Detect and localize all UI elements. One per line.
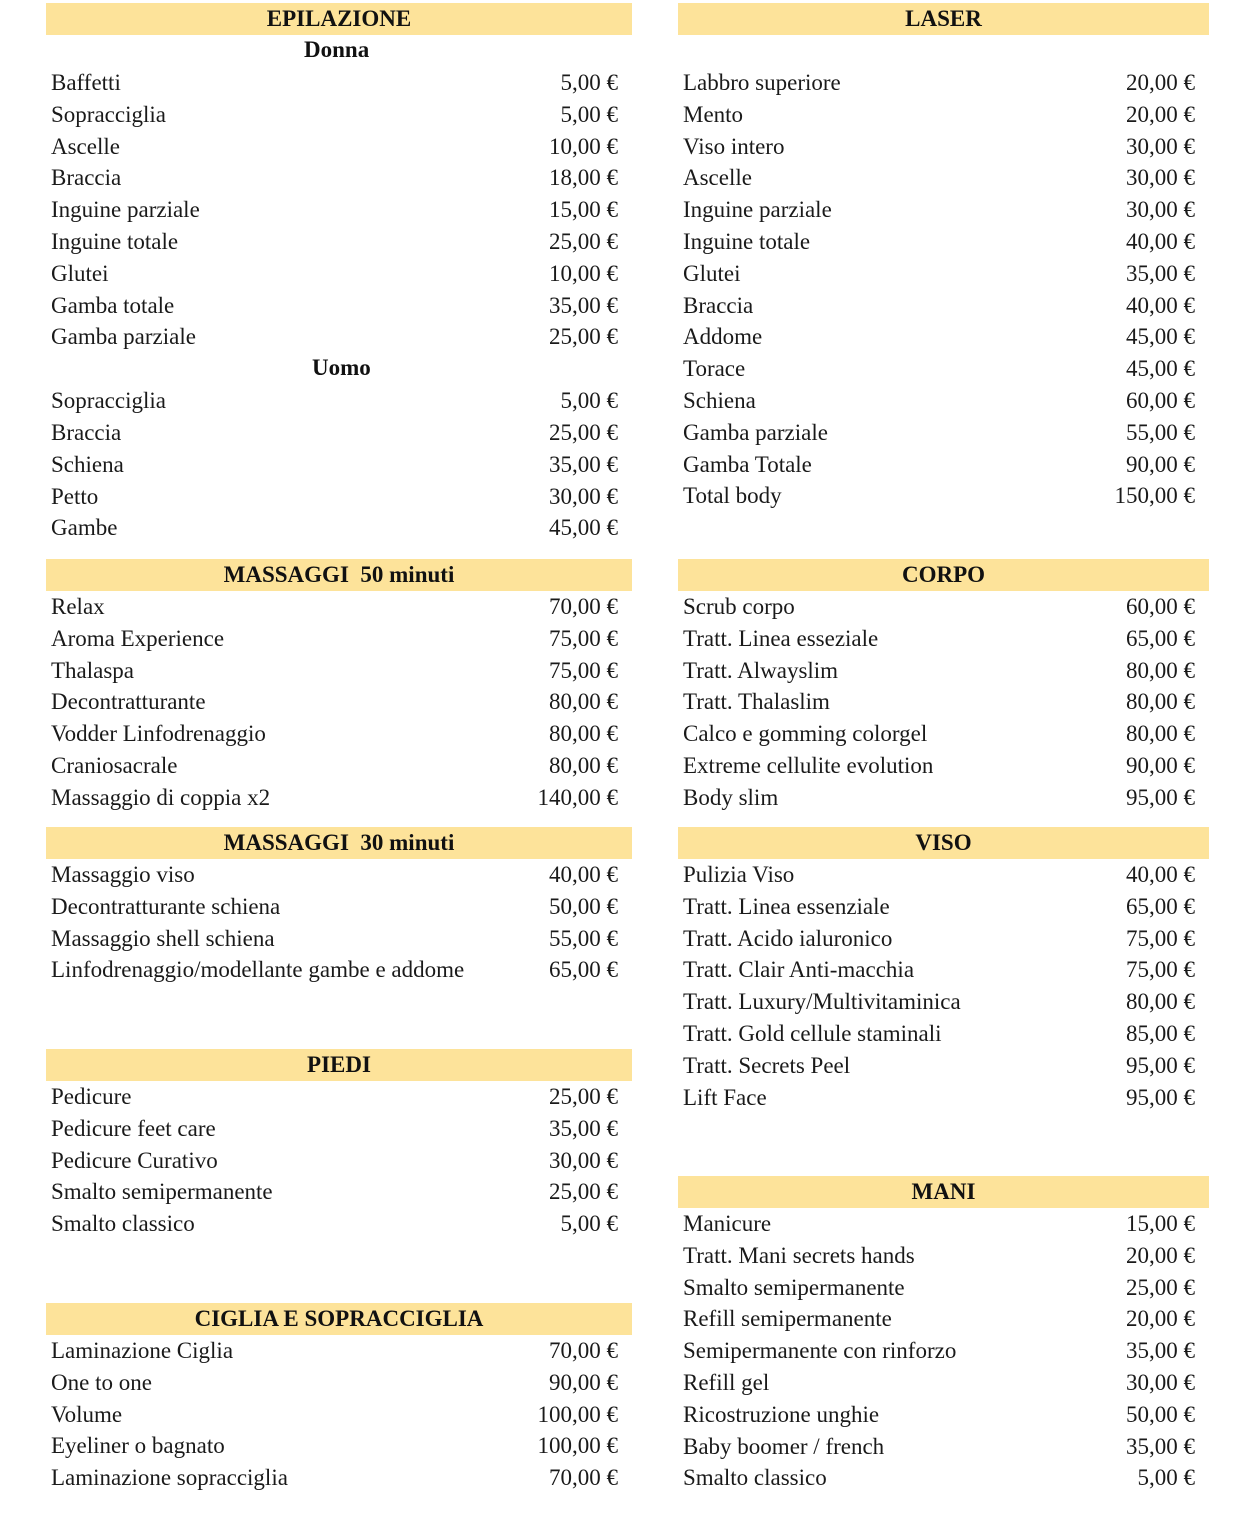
item-name: Gambe [51,515,118,541]
price-row [678,1462,1209,1494]
item-name: Smalto classico [51,1211,195,1237]
item-price: 70,00 € [549,1465,618,1491]
price-row [46,290,632,322]
item-name: Baffetti [51,70,121,95]
item-list [46,1335,632,1494]
item-name: Torace [683,356,746,382]
section-title: EPILAZIONE [46,3,632,35]
item-price: 5,00 € [1137,1465,1195,1491]
section-epilazione [46,3,632,544]
item-price: 10,00 € [549,133,618,159]
item-name: Tratt. Mani secrets hands [683,1242,915,1268]
item-price: 150,00 € [1114,483,1195,509]
item-price: 30,00 € [1126,133,1195,159]
price-row [46,1462,632,1494]
item-price: 55,00 € [549,925,618,951]
item-name: Ascelle [51,133,120,159]
item-price: 100,00 € [537,1433,618,1459]
item-price: 45,00 € [1126,356,1195,382]
item-name: Gamba totale [51,292,175,318]
item-name: Mento [683,101,744,127]
item-price: 100,00 € [537,1401,618,1427]
item-price: 80,00 € [1126,721,1195,747]
item-name: Tratt. Thalaslim [683,689,830,715]
price-row [678,258,1209,290]
item-name: Decontratturante schiena [51,893,281,919]
item-price: 80,00 € [1126,657,1195,683]
price-row [678,99,1209,131]
item-price: 55,00 € [1126,419,1195,445]
section-mani [678,1176,1209,1494]
item-name: Eyeliner o bagnato [51,1433,225,1459]
section-title: LASER [678,3,1209,35]
section-title: CIGLIA E SOPRACCIGLIA [46,1303,632,1335]
item-name: Aroma Experience [51,625,225,651]
item-price: 95,00 € [1126,1084,1195,1110]
price-row [46,1145,632,1177]
item-price: 70,00 € [549,1338,618,1363]
item-price: 5,00 € [560,101,618,127]
price-row [46,750,632,782]
item-name: Pedicure Curativo [51,1147,218,1173]
item-price: 140,00 € [537,784,618,810]
item-price: 20,00 € [1126,70,1195,95]
item-name: Craniosacrale [51,752,178,778]
item-price: 50,00 € [1126,1401,1195,1427]
price-row [678,290,1209,322]
price-row [46,512,632,544]
section-corpo [678,559,1209,814]
item-name: Massaggio di coppia x2 [51,784,271,810]
price-row [46,1399,632,1431]
item-name: Tratt. Linea essenziale [683,893,890,919]
price-row [46,655,632,687]
price-row [678,1272,1209,1304]
item-name: Scrub corpo [683,594,795,619]
price-row [678,1240,1209,1272]
item-name: Braccia [683,292,754,318]
item-price: 35,00 € [1126,1433,1195,1459]
price-row [46,1081,632,1113]
item-name: Braccia [51,165,122,191]
price-row [46,623,632,655]
item-name: Tratt. Gold cellule staminali [683,1020,942,1046]
price-row [46,1335,632,1367]
price-row [678,923,1209,955]
price-row [678,385,1209,417]
price-row [46,1113,632,1145]
item-price: 15,00 € [1126,1211,1195,1236]
item-price: 65,00 € [549,957,618,983]
item-price: 80,00 € [1126,989,1195,1015]
item-price: 40,00 € [549,862,618,887]
item-price: 60,00 € [1126,594,1195,619]
item-price: 90,00 € [1126,451,1195,477]
item-name: Massaggio viso [51,862,195,887]
item-price: 40,00 € [1126,292,1195,318]
item-price: 25,00 € [549,228,618,254]
item-price: 65,00 € [1126,893,1195,919]
price-row [678,1399,1209,1431]
item-name: Tratt. Clair Anti-macchia [683,957,915,983]
subsection-title-donna: Donna [304,37,370,62]
item-name: Braccia [51,419,122,445]
price-row [46,321,632,353]
section-title: PIEDI [46,1049,632,1081]
item-price: 95,00 € [1126,1052,1195,1078]
section-title: MASSAGGI 30 minuti [46,827,632,859]
item-price: 90,00 € [1126,752,1195,778]
item-name: Ascelle [683,165,752,191]
item-name: Labbro superiore [683,70,841,95]
item-name: Calco e gomming colorgel [683,721,928,747]
item-name: Massaggio shell schiena [51,925,275,951]
price-row [46,891,632,923]
item-price: 50,00 € [549,893,618,919]
item-name: Sopracciglia [51,388,166,414]
item-price: 85,00 € [1126,1020,1195,1046]
item-name: Pedicure feet care [51,1115,216,1141]
section-massaggi-30 [46,827,632,986]
item-name: Vodder Linfodrenaggio [51,721,266,747]
item-price: 25,00 € [549,324,618,350]
price-row [678,591,1209,623]
item-name: Lift Face [683,1084,767,1110]
section-title: MASSAGGI 50 minuti [46,559,632,591]
item-price: 35,00 € [549,1115,618,1141]
item-name: Decontratturante [51,689,206,715]
item-list [46,385,632,544]
item-name: Glutei [51,260,109,286]
item-price: 25,00 € [549,1084,618,1109]
item-price: 90,00 € [549,1369,618,1395]
item-name: Smalto classico [683,1465,827,1491]
price-row [46,1208,632,1240]
section-title: VISO [678,827,1209,859]
item-name: Viso intero [683,133,785,159]
item-price: 75,00 € [549,657,618,683]
item-name: Gamba parziale [51,324,196,350]
item-price: 25,00 € [549,419,618,445]
section-viso [678,827,1209,1113]
item-name: Thalaspa [51,657,135,683]
item-name: Volume [51,1401,123,1427]
item-price: 30,00 € [1126,1369,1195,1395]
price-row [678,1431,1209,1463]
item-name: Gamba parziale [683,419,828,445]
item-price: 80,00 € [549,689,618,715]
item-price: 70,00 € [549,594,618,619]
price-row [678,226,1209,258]
item-name: Ricostruzione unghie [683,1401,880,1427]
item-list [46,67,632,353]
item-price: 45,00 € [1126,324,1195,350]
item-name: Tratt. Secrets Peel [683,1052,851,1078]
item-name: Tratt. Alwayslim [683,657,839,683]
price-row [46,162,632,194]
price-row [46,417,632,449]
price-row [678,162,1209,194]
item-name: Schiena [51,451,124,477]
price-row [46,1176,632,1208]
price-row [678,718,1209,750]
price-row [46,923,632,955]
item-list [46,591,632,814]
item-name: Extreme cellulite evolution [683,752,934,778]
item-name: Laminazione Ciglia [51,1338,234,1363]
item-price: 20,00 € [1126,101,1195,127]
item-name: Inguine totale [51,228,179,254]
item-price: 20,00 € [1126,1242,1195,1268]
price-row [46,782,632,814]
section-title: MANI [678,1176,1209,1208]
item-price: 80,00 € [549,721,618,747]
item-price: 25,00 € [549,1179,618,1205]
price-row [46,481,632,513]
item-name: Laminazione sopracciglia [51,1465,288,1491]
item-price: 35,00 € [1126,260,1195,286]
item-price: 95,00 € [1126,784,1195,810]
item-name: Tratt. Luxury/Multivitaminica [683,989,961,1015]
item-name: Smalto semipermanente [683,1274,905,1300]
price-row [678,686,1209,718]
item-price: 35,00 € [549,451,618,477]
price-row [678,321,1209,353]
section-massaggi-50 [46,559,632,814]
item-list [678,67,1209,512]
item-price: 35,00 € [549,292,618,318]
price-row [678,1303,1209,1335]
item-price: 25,00 € [1126,1274,1195,1300]
item-price: 20,00 € [1126,1306,1195,1332]
item-price: 18,00 € [549,165,618,191]
item-price: 40,00 € [1126,862,1195,887]
item-name: Tratt. Linea esseziale [683,625,879,651]
item-price: 5,00 € [560,1211,618,1237]
item-list [46,1081,632,1240]
item-name: Refill gel [683,1369,770,1395]
item-name: Total body [683,483,782,509]
price-row [678,623,1209,655]
item-price: 5,00 € [560,388,618,414]
price-row [46,131,632,163]
price-row [678,131,1209,163]
price-row [678,1082,1209,1114]
price-row [678,194,1209,226]
item-name: Linfodrenaggio/modellante gambe e addome [51,957,465,983]
item-price: 30,00 € [549,1147,618,1173]
item-price: 30,00 € [549,483,618,509]
price-row [678,891,1209,923]
item-name: Addome [683,324,763,350]
item-name: Inguine parziale [683,197,832,223]
item-price: 30,00 € [1126,197,1195,223]
price-row [678,67,1209,99]
item-name: Smalto semipermanente [51,1179,273,1205]
price-row [46,258,632,290]
item-price: 75,00 € [1126,925,1195,951]
price-row [678,859,1209,891]
item-price: 65,00 € [1126,625,1195,651]
item-price: 15,00 € [549,197,618,223]
price-row [678,986,1209,1018]
item-name: Inguine parziale [51,197,200,223]
price-row [678,1367,1209,1399]
price-row [678,1208,1209,1240]
price-row [678,782,1209,814]
price-row [46,859,632,891]
price-row [678,1018,1209,1050]
item-name: Schiena [683,387,756,413]
item-price: 60,00 € [1126,387,1195,413]
item-name: Tratt. Acido ialuronico [683,925,893,951]
item-price: 40,00 € [1126,228,1195,254]
item-name: Refill semipermanente [683,1306,892,1332]
price-row [678,449,1209,481]
item-name: Pedicure [51,1084,132,1109]
item-price: 80,00 € [549,752,618,778]
item-name: One to one [51,1369,152,1395]
item-name: Baby boomer / french [683,1433,885,1459]
item-price: 10,00 € [549,260,618,286]
item-name: Semipermanente con rinforzo [683,1338,957,1364]
price-row [678,1050,1209,1082]
price-row [46,1430,632,1462]
price-row [46,226,632,258]
price-row [678,353,1209,385]
item-price: 5,00 € [560,70,618,95]
item-name: Glutei [683,260,741,286]
price-row [46,591,632,623]
price-row [678,480,1209,512]
price-row [46,718,632,750]
section-piedi [46,1049,632,1240]
price-row [46,449,632,481]
item-name: Petto [51,483,99,509]
price-row [46,194,632,226]
price-row [46,99,632,131]
item-list [46,859,632,986]
price-row [46,686,632,718]
price-row [678,1335,1209,1367]
item-price: 30,00 € [1126,165,1195,191]
price-row [46,385,632,417]
item-name: Sopracciglia [51,101,166,127]
subsection-title-uomo: Uomo [312,355,371,381]
item-list [678,859,1209,1113]
section-laser [678,3,1209,512]
item-name: Pulizia Viso [683,862,795,887]
item-name: Manicure [683,1211,772,1236]
price-row [678,417,1209,449]
price-row [46,67,632,99]
section-title: CORPO [678,559,1209,591]
item-price: 75,00 € [549,625,618,651]
item-price: 75,00 € [1126,957,1195,983]
price-row [678,750,1209,782]
price-row [678,954,1209,986]
item-name: Gamba Totale [683,451,812,477]
item-price: 35,00 € [1126,1338,1195,1364]
item-price: 80,00 € [1126,689,1195,715]
price-row [46,1367,632,1399]
price-row [46,954,632,986]
item-list [678,1208,1209,1494]
item-list [678,591,1209,814]
item-name: Relax [51,594,105,619]
section-ciglia [46,1303,632,1494]
price-row [678,655,1209,687]
item-name: Inguine totale [683,228,811,254]
item-price: 45,00 € [549,515,618,541]
item-name: Body slim [683,784,779,810]
